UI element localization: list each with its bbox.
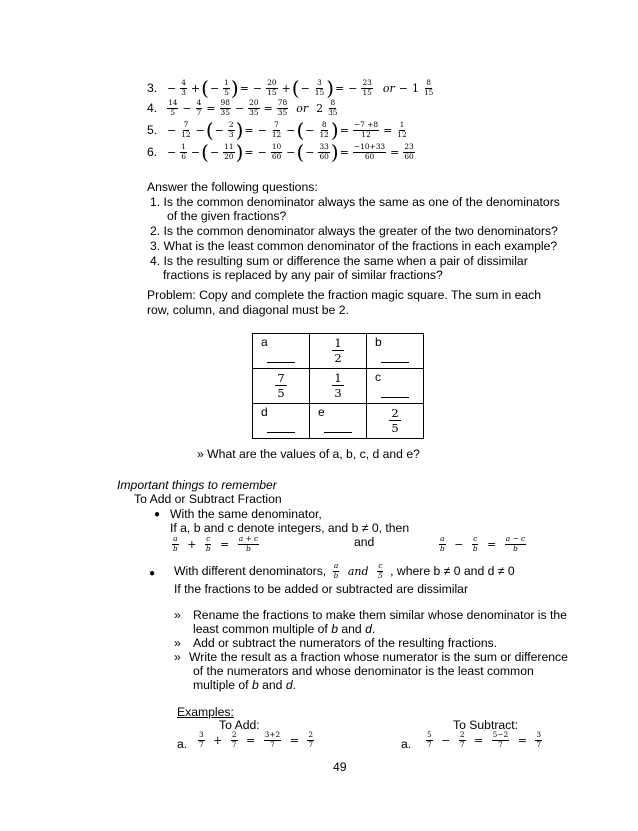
remember-subheading: To Add or Subtract Fraction bbox=[134, 492, 282, 506]
different-denominator-condition: If the fractions to be added or subtracted are dissimilar bbox=[174, 582, 469, 596]
step-2: Add or subtract the numerators of the resulting fractions. bbox=[193, 636, 498, 650]
equation-number: 6. bbox=[147, 145, 158, 159]
to-subtract-label: To Subtract: bbox=[453, 718, 519, 732]
bullet-icon: ● bbox=[149, 568, 156, 579]
equation-5: 5. − $\frac{7}{12}$ − ( − $\frac{2}{3}$ ) = − $\frac{7}{12}$ − ( − $\frac{8}{12}$ ) = $\frac{-7 +8}{12}$ = $\frac{1}{12}$ bbox=[147, 118, 407, 142]
question-4: 4. Is the resulting sum or difference the same when a pair of dissimilar bbox=[150, 254, 528, 268]
cell-one-third: $\frac{1}{3}$ bbox=[310, 369, 367, 404]
remember-heading: Important things to remember bbox=[117, 478, 277, 492]
equation-4: 4. $\frac{14}{5}$ − $\frac{4}{7}$ = $\frac{98}{35}$ − $\frac{20}{35}$ = $\frac{78}{35}$ or 2 $\frac{8}{35}$ bbox=[147, 98, 338, 117]
cell-one-half: $\frac{1}{2}$ bbox=[310, 334, 367, 369]
example-sub-formula: $\frac{5}{7}$ − $\frac{2}{7}$ = $\frac{5-2}{7}$ = $\frac{3}{7}$ bbox=[427, 730, 542, 749]
answer-blank bbox=[267, 362, 295, 363]
cell-d: d bbox=[253, 404, 310, 439]
question-2: 2. Is the common denominator always the greater of the two denominators? bbox=[150, 224, 558, 238]
answer-blank bbox=[267, 432, 295, 433]
magic-square bbox=[252, 333, 424, 439]
cell-c: c bbox=[367, 369, 424, 404]
examples-title: Examples: bbox=[177, 705, 234, 719]
step-1: Rename the fractions to make them similar whose denominator is the bbox=[193, 608, 567, 622]
cell-seven-fifths: $\frac{7}{5}$ bbox=[253, 369, 310, 404]
cell-two-fifths: $\frac{2}{5}$ bbox=[367, 404, 424, 439]
question-4-cont: fractions is replaced by any pair of similar fractions? bbox=[163, 268, 443, 282]
cell-b: b bbox=[367, 334, 424, 369]
different-denominator-line: With different denominators, $\frac{a}{b}$ and $\frac{c}{5}$ , where b ≠ 0 and d ≠ 0 bbox=[174, 561, 515, 580]
cell-e: e bbox=[310, 404, 367, 439]
page-number: 49 bbox=[333, 760, 347, 774]
step-3-cont2: multiple of b and d. bbox=[193, 678, 296, 692]
example-add-formula: $\frac{3}{7}$ + $\frac{2}{7}$ = $\frac{3+2}{7}$ = $\frac{2}{7}$ bbox=[199, 730, 314, 749]
step-3-marker: » bbox=[174, 650, 181, 664]
equation-number: 5. bbox=[147, 123, 158, 137]
step-1-marker: » bbox=[174, 608, 181, 622]
step-1-cont: least common multiple of b and d. bbox=[193, 622, 376, 636]
question-3: 3. What is the least common denominator of the fractions in each example? bbox=[150, 239, 558, 253]
question-1: 1. Is the common denominator always the same as one of the denominators bbox=[150, 195, 560, 209]
same-denominator-title: With the same denominator, bbox=[170, 507, 322, 521]
example-sub-label: a. bbox=[401, 737, 412, 751]
equation-number: 4. bbox=[147, 101, 158, 115]
to-add-label: To Add: bbox=[219, 718, 260, 732]
problem-text-cont: row, column, and diagonal must be 2. bbox=[147, 303, 349, 317]
equation-3: 3. − $\frac{4}{3}$ + ( − $\frac{1}{5}$ ) = − $\frac{20}{15}$ + ( − $\frac{3}{15}$ ) = − $\frac{23}{15}$ or − 1 $\frac{8}{15}$ bbox=[147, 76, 434, 100]
same-denominator-sub-formula: $\frac{a}{b}$ − $\frac{c}{b}$ = $\frac{a - c}{b}$ bbox=[440, 534, 526, 553]
step-3-cont: of the numerators and whose denominator is the least common bbox=[193, 664, 534, 678]
and-text: and bbox=[354, 535, 375, 549]
cell-a: a bbox=[253, 334, 310, 369]
questions-intro: Answer the following questions: bbox=[147, 180, 318, 194]
answer-blank bbox=[381, 397, 409, 398]
answer-blank bbox=[381, 362, 409, 363]
equation-6: 6. − $\frac{1}{6}$ − ( − $\frac{11}{20}$ ) = − $\frac{10}{60}$ − ( − $\frac{33}{60}$ ) = $\frac{-10+33}{60}$ = $\frac{23}{60}$ bbox=[147, 140, 414, 164]
step-2-marker: » bbox=[174, 636, 181, 650]
same-denominator-condition: If a, b and c denote integers, and b ≠ 0, then bbox=[170, 521, 410, 535]
step-3: Write the result as a fraction whose numerator is the sum or difference bbox=[189, 650, 568, 664]
same-denominator-add-formula: $\frac{a}{b}$ + $\frac{c}{b}$ = $\frac{a + c}{b}$ bbox=[173, 534, 259, 553]
answer-blank bbox=[324, 432, 352, 433]
question-1-cont: of the given fractions? bbox=[167, 209, 287, 223]
equation-number: 3. bbox=[147, 81, 158, 95]
example-add-label: a. bbox=[177, 737, 188, 751]
bullet-icon: ● bbox=[154, 509, 161, 520]
values-question: » What are the values of a, b, c, d and e? bbox=[197, 447, 420, 461]
problem-text: Problem: Copy and complete the fraction magic square. The sum in each bbox=[147, 288, 542, 302]
